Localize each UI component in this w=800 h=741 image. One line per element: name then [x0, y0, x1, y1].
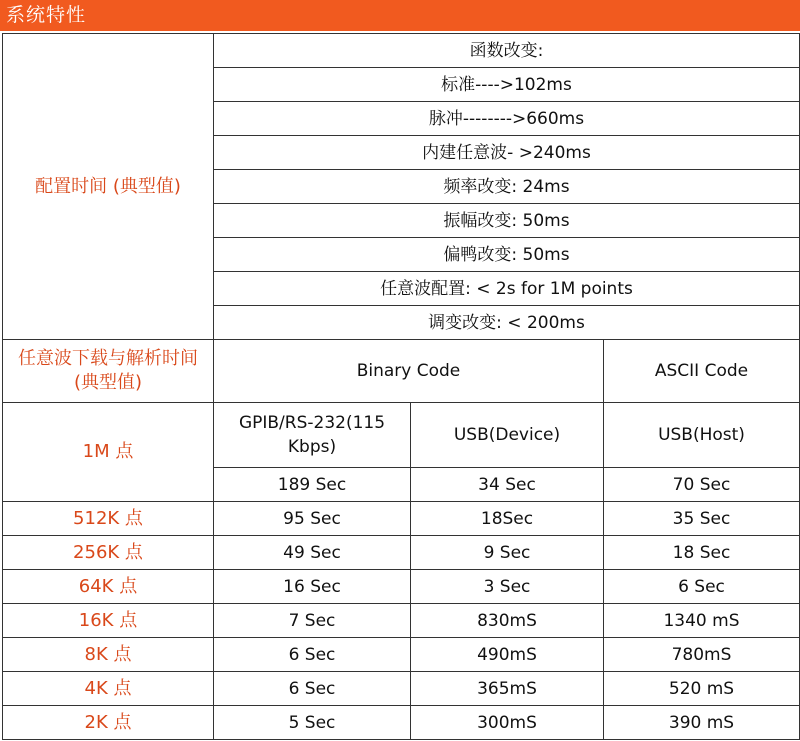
binary-code-header: Binary Code — [214, 340, 604, 403]
cell-gpib: 6 Sec — [214, 672, 411, 706]
cell-gpib: 95 Sec — [214, 502, 411, 536]
config-item-amplitude-change: 振幅改变: 50ms — [214, 204, 800, 238]
ascii-code-header: ASCII Code — [604, 340, 800, 403]
cell-usb-device: 18Sec — [411, 502, 604, 536]
config-item-standard: 标准---->102ms — [214, 68, 800, 102]
spec-table — [2, 33, 800, 740]
config-item-function-change: 函数改变: — [214, 34, 800, 68]
row-label: 2K 点 — [3, 706, 214, 740]
cell-gpib: 189 Sec — [214, 468, 411, 502]
config-item-modulation-change: 调变改变: < 200ms — [214, 306, 800, 340]
table-row — [3, 672, 800, 706]
cell-usb-host: 780mS — [604, 638, 800, 672]
cell-usb-device: 300mS — [411, 706, 604, 740]
cell-gpib: 7 Sec — [214, 604, 411, 638]
cell-usb-host: 70 Sec — [604, 468, 800, 502]
column-header-usb-host: USB(Host) — [604, 403, 800, 468]
cell-gpib: 16 Sec — [214, 570, 411, 604]
cell-gpib: 5 Sec — [214, 706, 411, 740]
cell-usb-device: 830mS — [411, 604, 604, 638]
table-row — [3, 604, 800, 638]
row-label: 4K 点 — [3, 672, 214, 706]
cell-usb-device: 490mS — [411, 638, 604, 672]
cell-usb-device: 365mS — [411, 672, 604, 706]
row-label: 8K 点 — [3, 638, 214, 672]
cell-usb-host: 520 mS — [604, 672, 800, 706]
column-header-gpib: GPIB/RS-232(115 Kbps) — [214, 403, 411, 468]
config-item-offset-change: 偏鸭改变: 50ms — [214, 238, 800, 272]
row-label: 512K 点 — [3, 502, 214, 536]
table-row — [3, 536, 800, 570]
cell-usb-host: 390 mS — [604, 706, 800, 740]
cell-usb-device: 34 Sec — [411, 468, 604, 502]
download-time-label: 任意波下载与解析时间 (典型值) — [3, 340, 214, 403]
cell-usb-device: 9 Sec — [411, 536, 604, 570]
table-row — [3, 706, 800, 740]
row-label: 16K 点 — [3, 604, 214, 638]
table-row — [3, 638, 800, 672]
table-row — [3, 502, 800, 536]
cell-usb-device: 3 Sec — [411, 570, 604, 604]
config-time-label: 配置时间 (典型值) — [3, 34, 214, 340]
config-item-arb-config: 任意波配置: < 2s for 1M points — [214, 272, 800, 306]
config-item-builtin-arb: 内建任意波- >240ms — [214, 136, 800, 170]
config-item-pulse: 脉冲-------->660ms — [214, 102, 800, 136]
cell-usb-host: 35 Sec — [604, 502, 800, 536]
section-header: 系统特性 — [0, 0, 800, 31]
cell-gpib: 49 Sec — [214, 536, 411, 570]
row-label: 256K 点 — [3, 536, 214, 570]
cell-usb-host: 1340 mS — [604, 604, 800, 638]
config-item-frequency-change: 频率改变: 24ms — [214, 170, 800, 204]
table-row — [3, 570, 800, 604]
row-label-1m: 1M 点 — [3, 403, 214, 502]
row-label: 64K 点 — [3, 570, 214, 604]
column-header-usb-device: USB(Device) — [411, 403, 604, 468]
cell-gpib: 6 Sec — [214, 638, 411, 672]
cell-usb-host: 18 Sec — [604, 536, 800, 570]
cell-usb-host: 6 Sec — [604, 570, 800, 604]
